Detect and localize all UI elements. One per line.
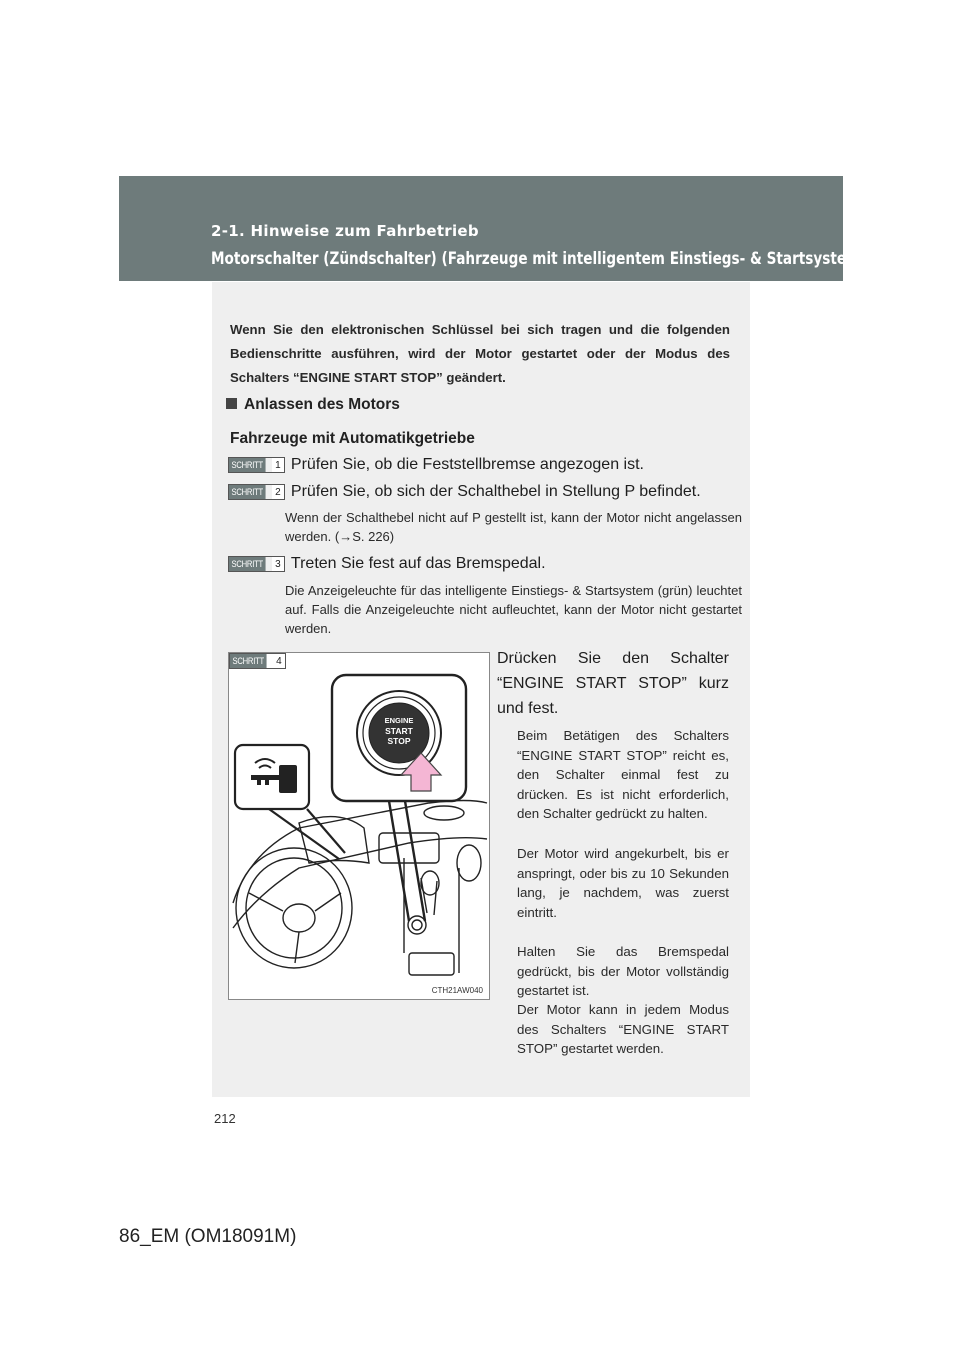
step-tag: SCHRITT 2 (228, 484, 285, 500)
page-number: 212 (214, 1111, 236, 1126)
step-3 (228, 555, 546, 573)
subheading: Anlassen des Motors (226, 396, 400, 414)
chapter-header (119, 176, 867, 281)
content-box (212, 282, 750, 1097)
engine-start-illustration (228, 652, 490, 1000)
button-label-line-1: ENGINE (384, 716, 414, 725)
step-2-note: Wenn der Schalthebel nicht auf P gestellt ist, kann der Motor nicht angelassen werden. (→S. 226) (285, 510, 742, 544)
intro-paragraph: Wenn Sie den elektronischen Schlüssel bei sich tragen und die folgenden Bedienschritte ausführen, wird der Motor gestartet oder der Modus des Schalters “ENGINE START STOP” geändert. (230, 322, 730, 385)
step-tag: SCHRITT 3 (228, 556, 285, 572)
button-label-line-2: START (385, 726, 413, 736)
figure-code: CTH21AW040 (431, 986, 483, 995)
step-4-note-3: Halten Sie das Bremspedal gedrückt, bis der Motor vollständig gestartet ist. (517, 944, 729, 998)
document-code: 86_EM (OM18091M) (119, 1226, 297, 1247)
step-tag: SCHRITT 1 (228, 457, 285, 473)
step-4-text: Drücken Sie den Schalter “ENGINE START STOP” kurz und fest. (497, 650, 729, 717)
step-tag: SCHRITT 4 (229, 653, 286, 669)
step-4-note-2: Der Motor wird angekurbelt, bis er anspringt, oder bis zu 10 Sekunden lang, je nachdem, was zuerst eintritt. (517, 846, 729, 920)
category-heading: Fahrzeuge mit Automatikgetriebe (230, 430, 475, 447)
page-title: Motorschalter (Zündschalter) (Fahrzeuge mit intelligentem Einstiegs- & Startsystem) (211, 249, 867, 269)
step-4-note-1: Beim Betätigen des Schalters “ENGINE START STOP” reicht es, den Schalter einmal fest zu drücken. Es ist nicht erforderlich, den Schalter gedrückt zu halten. (517, 728, 729, 821)
step-text: Prüfen Sie, ob sich der Schalthebel in Stellung P befindet. (290, 483, 701, 500)
step-text: Treten Sie fest auf das Bremspedal. (290, 555, 546, 572)
step-1 (228, 456, 644, 474)
step-4-note-4: Der Motor kann in jedem Modus des Schalters “ENGINE START STOP” gestartet werden. (517, 1002, 729, 1056)
step-2 (228, 483, 701, 501)
section-label: 2-1. Hinweise zum Fahrbetrieb (211, 222, 479, 240)
step-text: Prüfen Sie, ob die Feststellbremse angezogen ist. (290, 456, 644, 473)
dashboard-drawing (229, 653, 489, 999)
square-bullet-icon (226, 398, 237, 409)
button-label-line-3: STOP (387, 736, 411, 746)
step-3-note: Die Anzeigeleuchte für das intelligente Einstiegs- & Startsystem (grün) leuchtet auf. Falls die Anzeigeleuchte nicht aufleuchtet, kann der Motor nicht gestartet werden. (285, 583, 742, 636)
